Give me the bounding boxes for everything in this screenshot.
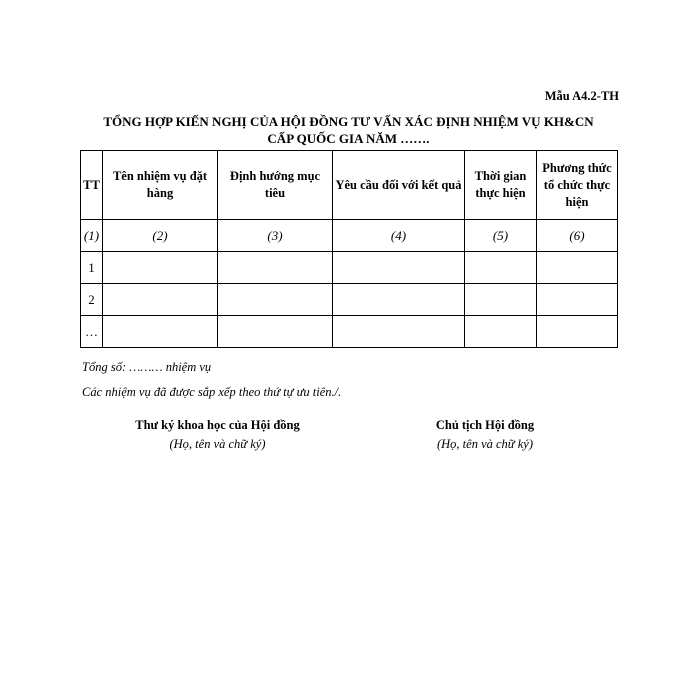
header-duration: Thời gian thực hiện bbox=[465, 151, 537, 220]
column-index: (5) bbox=[465, 220, 537, 252]
total-count-line: Tổng số: ……… nhiệm vụ bbox=[82, 360, 212, 374]
header-tt: TT bbox=[81, 151, 103, 220]
priority-note: Các nhiệm vụ đã được sắp xếp theo thứ tự ưu tiên./. bbox=[82, 385, 342, 399]
table-cell bbox=[333, 252, 465, 284]
title-line-2: CẤP QUỐC GIA NĂM ……. bbox=[267, 131, 430, 146]
column-index: (1) bbox=[81, 220, 103, 252]
table-cell bbox=[465, 284, 537, 316]
secretary-signature-hint: (Họ, tên và chữ ký) bbox=[169, 437, 266, 451]
proposal-table bbox=[80, 150, 618, 348]
table-cell bbox=[465, 316, 537, 348]
chairman-role: Chủ tịch Hội đồng bbox=[435, 418, 535, 432]
table-cell bbox=[537, 316, 618, 348]
header-row bbox=[81, 151, 618, 220]
header-objective: Định hướng mục tiêu bbox=[218, 151, 333, 220]
table-cell bbox=[218, 252, 333, 284]
row-number: 1 bbox=[81, 252, 103, 284]
secretary-role: Thư ký khoa học của Hội đồng bbox=[135, 418, 300, 432]
table-cell bbox=[218, 316, 333, 348]
document-title bbox=[80, 113, 617, 147]
table-row bbox=[81, 252, 618, 284]
chairman-signature-block bbox=[400, 416, 570, 454]
secretary-signature-block bbox=[105, 416, 330, 454]
column-index: (4) bbox=[333, 220, 465, 252]
row-number: … bbox=[81, 316, 103, 348]
table-row bbox=[81, 284, 618, 316]
table-cell bbox=[333, 316, 465, 348]
column-index: (2) bbox=[103, 220, 218, 252]
table-cell bbox=[465, 252, 537, 284]
form-code: Mẫu A4.2-TH bbox=[544, 89, 619, 103]
table-cell bbox=[537, 284, 618, 316]
header-implementation-method: Phương thức tổ chức thực hiện bbox=[537, 151, 618, 220]
table-cell bbox=[333, 284, 465, 316]
column-index: (3) bbox=[218, 220, 333, 252]
header-result-requirement: Yêu cầu đối với kết quả bbox=[333, 151, 465, 220]
column-index: (6) bbox=[537, 220, 618, 252]
table-row bbox=[81, 316, 618, 348]
table-cell bbox=[103, 252, 218, 284]
column-index-row bbox=[81, 220, 618, 252]
table-cell bbox=[103, 284, 218, 316]
header-task-name: Tên nhiệm vụ đặt hàng bbox=[103, 151, 218, 220]
row-number: 2 bbox=[81, 284, 103, 316]
table-cell bbox=[218, 284, 333, 316]
chairman-signature-hint: (Họ, tên và chữ ký) bbox=[436, 437, 533, 451]
title-line-1: TỔNG HỢP KIẾN NGHỊ CỦA HỘI ĐỒNG TƯ VẤN XÁC ĐỊNH NHIỆM VỤ KH&CN bbox=[103, 114, 594, 129]
table-cell bbox=[537, 252, 618, 284]
table-cell bbox=[103, 316, 218, 348]
